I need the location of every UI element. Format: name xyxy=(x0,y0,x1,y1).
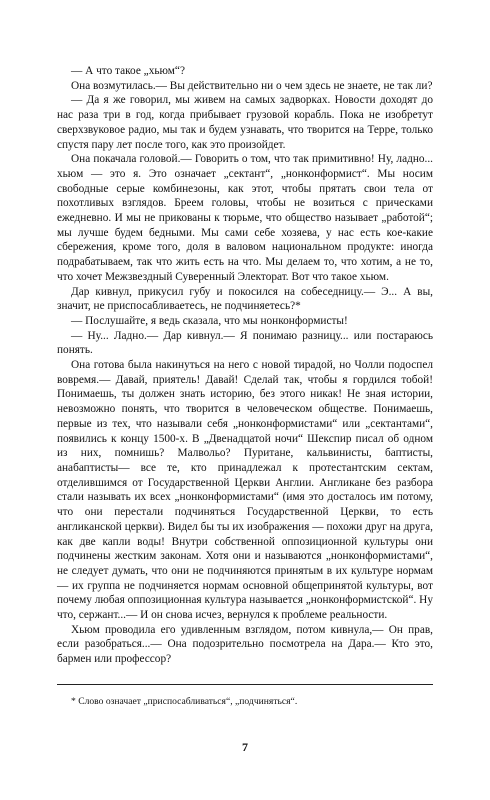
page-number: 7 xyxy=(242,740,248,754)
paragraph: Хьюм проводила его удивленным взглядом, потом кивнула,— Он прав, если разобраться...— Она подозрительно посмотрела на Дара.— Кто это, бармен или профессор? xyxy=(57,623,433,666)
paragraph: Она готова была накинуться на него с новой тирадой, но Чолли подоспел вовремя.— Давай, приятель! Давай! Сделай так, чтобы я гордился тобой! Понимаешь, ты должен знать историю, без этого никак! Не зная истории, невозможно понять, что творится в человеческом обществе. Понимаешь, первые из тех, что называли себя „нонконформистами“ или „сектантами“, появились к концу 1500-х. В „Двенадцатой ночи“ Шекспир писал об одном из них, помнишь? Малвольо? Пуритане, кальвинисты, баптисты, анабаптисты— все те, кто принадлежал к протестантским сектам, отделившимся от Государственной Церкви Англии. Англикане без разбора стали называть их всех „нонконформистами“ (имя это досталось им потому, что они перестали подчиняться Государственной Церкви, то есть англиканской церкви). Видел бы ты их изображения — похожи друг на друга, как две капли воды! Внутри собственной оппозиционной культуры они подчинены жестким законам. Хотя они и называются „нонконформистами“, не следует думать, что они не подчиняются принятым в их культуре нормам — их группа не подчиняется нормам основной общепринятой культуры, вот почему любая оппозиционная культура называется „нонконформистской“. Ну что, сержант...— И он снова исчез, вернулся к проблеме реальности. xyxy=(57,359,433,622)
footnote-divider xyxy=(57,684,433,685)
paragraph: Она возмутилась.— Вы действительно ни о чем здесь не знаете, не так ли? xyxy=(71,79,433,92)
paragraph: Она покачала головой.— Говорить о том, что так примитивно! Ну, ладно... хьюм — это я. Это означает „сектант“, „нонконформист“. Мы носим свободные серые комбинезоны, как этот, чтобы прятать свои тела от похотливых взглядов. Бреем головы, чтобы не возиться с прическами ежедневно. И мы не прикованы к тюрьме, что общество называет „работой“; мы лучше будем бедными. Мы сами себе хозяева, у нас есть кое-какие сбережения, кроме того, доля в валовом национальном продукте: иногда подрабатываем, так что жить есть на что. Мы делаем то, что хотим, а не то, что хочет Межзвездный Суверенный Электорат. Вот что такое хьюм. xyxy=(57,153,433,283)
paragraph: — А что такое „хьюм“? xyxy=(71,65,185,77)
paragraph: — Да я же говорил, мы живем на самых задворках. Новости доходят до нас раза три в год, когда прибывает грузовой корабль. Пока не изобретут сверхзвуковое радио, мы так и будем узнавать, что творится на Терре, только спустя пару лет после того, как это произойдет. xyxy=(57,94,433,151)
paragraph: — Послушайте, я ведь сказала, что мы нонконформисты! xyxy=(71,314,348,327)
paragraph: — Ну... Ладно.— Дар кивнул.— Я понимаю разницу... или постараюсь понять. xyxy=(57,329,433,357)
footnote: * Слово означает „приспосабливаться“, „подчиняться“. xyxy=(71,695,298,707)
book-page xyxy=(57,64,433,708)
body-text xyxy=(57,64,433,667)
paragraph: Дар кивнул, прикусил губу и покосился на собеседницу.— Э... А вы, значит, не приспосабливаетесь, не подчиняетесь?* xyxy=(57,285,433,313)
